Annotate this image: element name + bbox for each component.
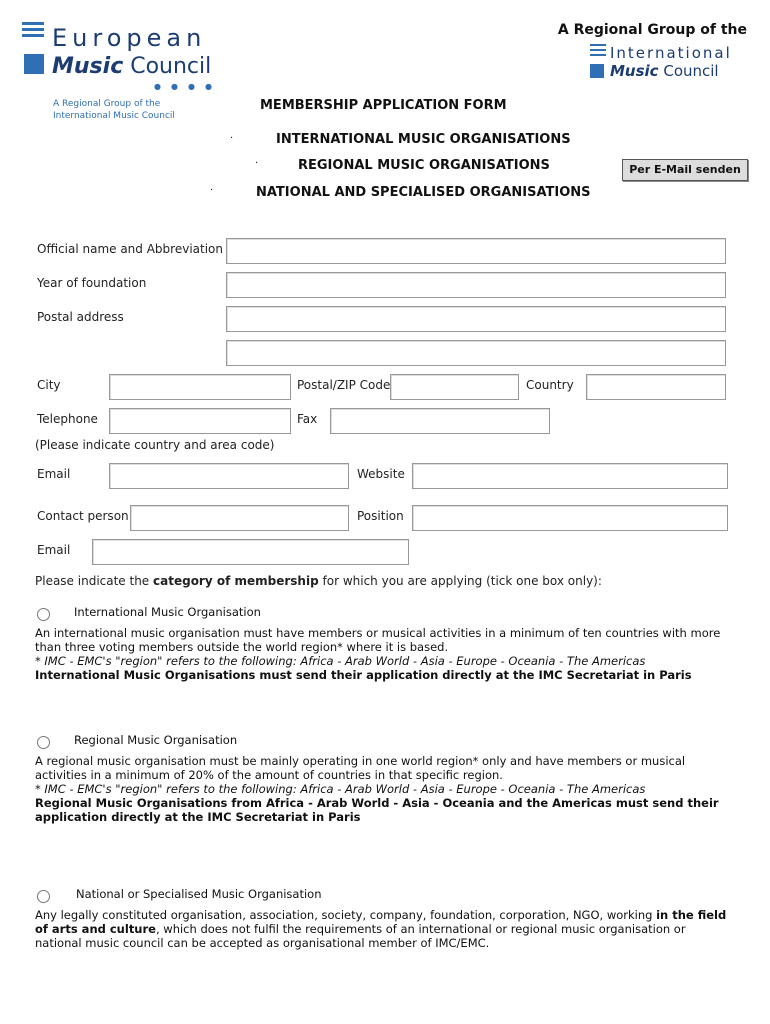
option-national-label: National or Specialised Music Organisation xyxy=(76,887,322,901)
city-label: City xyxy=(37,378,61,392)
country-label: Country xyxy=(526,378,574,392)
category-regional: REGIONAL MUSIC ORGANISATIONS xyxy=(298,158,550,173)
email-input[interactable] xyxy=(109,463,349,489)
option-international-label: International Music Organisation xyxy=(74,605,261,619)
city-input[interactable] xyxy=(109,374,291,400)
logo-line2: Music Council xyxy=(52,54,212,79)
logo-subtitle: A Regional Group of the International Music Council xyxy=(53,99,175,121)
category-international: INTERNATIONAL MUSIC ORGANISATIONS xyxy=(276,132,571,147)
year-label: Year of foundation xyxy=(37,276,147,290)
email2-label: Email xyxy=(37,543,71,557)
radio-national[interactable] xyxy=(37,890,50,903)
official-name-label: Official name and Abbreviation xyxy=(37,242,223,256)
bullet-icon: · xyxy=(210,185,214,196)
logo-bars-icon xyxy=(22,22,44,40)
imc-bars-icon xyxy=(590,44,606,59)
option-regional-label: Regional Music Organisation xyxy=(74,733,238,747)
emc-logo xyxy=(22,22,222,92)
imc-logo xyxy=(590,44,730,84)
postal-label: Postal address xyxy=(37,310,124,324)
imc-logo-line2: Music Council xyxy=(610,62,719,80)
logo-dots-icon: ●●●● xyxy=(154,82,222,91)
logo-square-icon xyxy=(24,54,44,74)
option-regional-text: A regional music organisation must be mainly operating in one world region* only and have members or musical activities in a minimum of 20% of the amount of countries in that specific region. * IMC - EMC's "region" refers to the following: Africa - Arab World - Asia - Europe - Oceania - The Americas Regional Music Organisations from Africa - Arab World - Asia - Oceania and the Americas must send their application directly at the IMC Secretariat in Paris xyxy=(35,754,719,824)
option-national-text: Any legally constituted organisation, association, society, company, foundation, corporation, NGO, working in the field of arts and culture, which does not fulfil the requirements of an international or regional music organisation or national music council can be accepted as organisational member of IMC/EMC. xyxy=(35,908,727,950)
category-national: NATIONAL AND SPECIALISED ORGANISATIONS xyxy=(256,185,591,200)
website-input[interactable] xyxy=(412,463,728,489)
telephone-label: Telephone xyxy=(37,412,98,426)
fax-input[interactable] xyxy=(330,408,550,434)
zip-input[interactable] xyxy=(390,374,519,400)
option-international-text: An international music organisation must have members or musical activities in a minimum of ten countries with more than three voting members outside the world region* where it is based. * IMC - EMC's "region" refers to the following: Africa - Arab World - Asia - Europe - Oceania - The Americas International Music Organisations must send their application directly at the IMC Secretariat in Paris xyxy=(35,626,721,682)
postal-input-2[interactable] xyxy=(226,340,726,366)
year-input[interactable] xyxy=(226,272,726,298)
postal-input[interactable] xyxy=(226,306,726,332)
position-label: Position xyxy=(357,509,404,523)
email-label: Email xyxy=(37,467,71,481)
bullet-icon: · xyxy=(255,158,259,169)
regional-group-text: A Regional Group of the xyxy=(557,22,747,38)
radio-regional[interactable] xyxy=(37,736,50,749)
position-input[interactable] xyxy=(412,505,728,531)
zip-label: Postal/ZIP Code xyxy=(297,378,391,392)
contact-label: Contact person xyxy=(37,509,129,523)
fax-label: Fax xyxy=(297,412,318,426)
send-email-button[interactable]: Per E-Mail senden xyxy=(622,159,748,181)
imc-logo-line1: International xyxy=(610,44,732,62)
phone-note: (Please indicate country and area code) xyxy=(35,438,275,452)
bullet-icon: · xyxy=(230,133,234,144)
logo-line1: European xyxy=(52,24,207,52)
form-title: MEMBERSHIP APPLICATION FORM xyxy=(260,98,507,113)
telephone-input[interactable] xyxy=(109,408,291,434)
radio-international[interactable] xyxy=(37,608,50,621)
category-prompt: Please indicate the category of membership for which you are applying (tick one box only): xyxy=(35,574,602,588)
email2-input[interactable] xyxy=(92,539,409,565)
website-label: Website xyxy=(357,467,405,481)
country-input[interactable] xyxy=(586,374,726,400)
contact-input[interactable] xyxy=(130,505,349,531)
official-name-input[interactable] xyxy=(226,238,726,264)
imc-square-icon xyxy=(590,64,604,78)
